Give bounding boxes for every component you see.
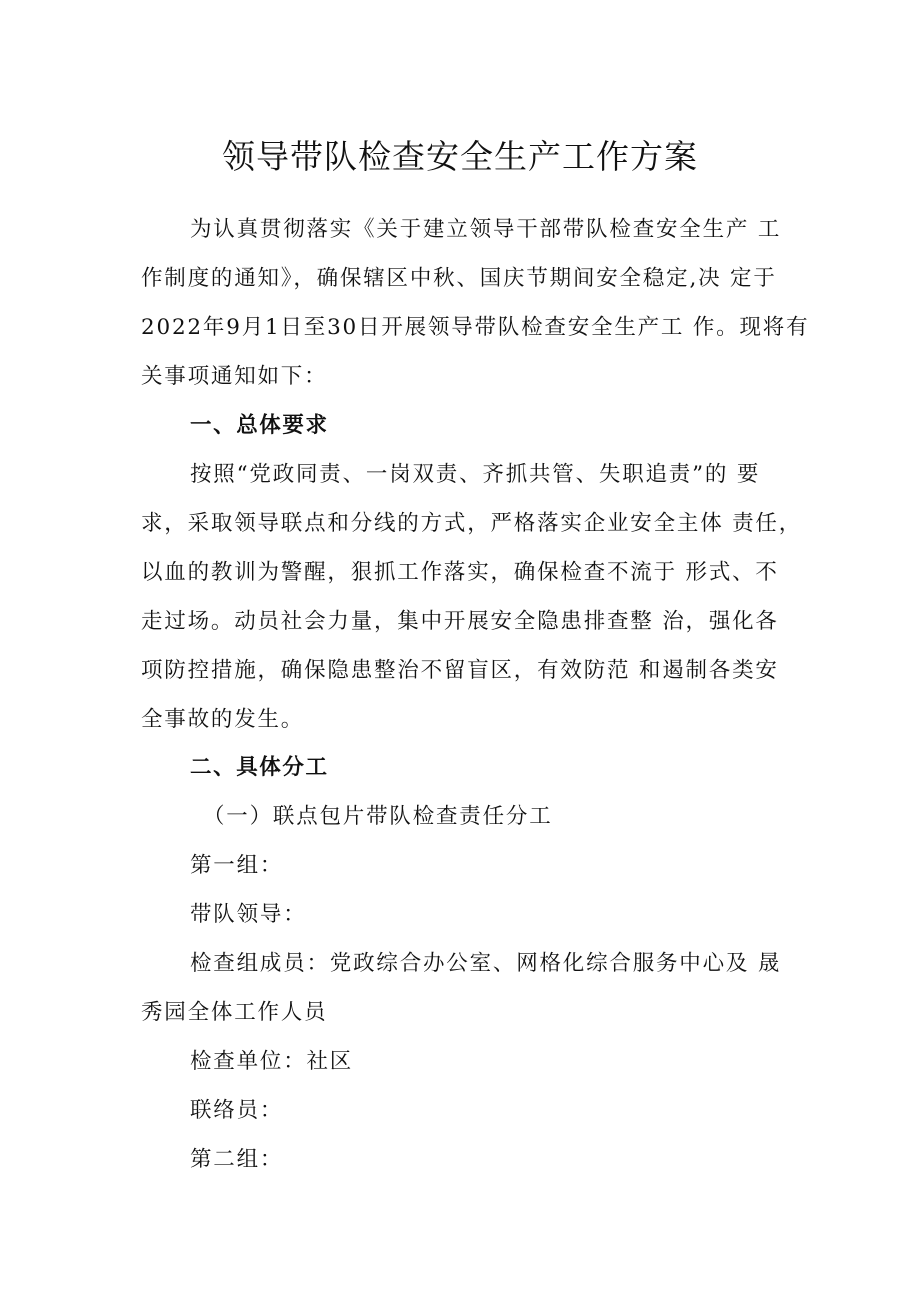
intro-line-1: 为认真贯彻落实《关于建立领导干部带队检查安全生产 工: [190, 217, 782, 242]
group2-label: 第二组：: [190, 1147, 284, 1172]
group1-label: 第一组：: [190, 853, 284, 878]
section2-subheading: （一）联点包片带队检查责任分工: [203, 804, 553, 829]
intro-line-4: 关事项通知如下：: [141, 364, 328, 389]
group1-members-line-1: 检查组成员：党政综合办公室、网格化综合服务中心及 晟: [190, 951, 782, 976]
section1-line-5: 项防控措施，确保隐患整治不留盲区，有效防范 和遏制各类安: [141, 658, 779, 683]
section1-line-4: 走过场。动员社会力量，集中开展安全隐患排查整 治，强化各: [141, 609, 779, 634]
section1-line-6: 全事故的发生。: [141, 707, 305, 732]
group1-unit: 检查单位：社区: [190, 1049, 354, 1074]
section1-heading: 一、总体要求: [190, 413, 329, 438]
section2-heading: 二、具体分工: [190, 755, 329, 780]
intro-line-2: 作制度的通知》，确保辖区中秋、国庆节期间安全稳定,决 定于: [141, 266, 777, 291]
group1-leader: 带队领导：: [190, 902, 307, 927]
group1-liaison: 联络员：: [190, 1098, 284, 1123]
section1-line-3: 以血的教训为警醒，狠抓工作落实，确保检查不流于 形式、不: [141, 560, 779, 585]
intro-line-3: 2022年9月1日至30日开展领导带队检查安全生产工 作。现将有: [141, 315, 810, 340]
group1-members-line-2: 秀园全体工作人员: [141, 1000, 328, 1025]
section1-line-2: 求，采取领导联点和分线的方式，严格落实企业安全主体 责任，: [141, 511, 803, 536]
section1-line-1: 按照“党政同责、一岗双责、齐抓共管、失职追责”的 要: [190, 462, 761, 487]
document-title: 领导带队检查安全生产工作方案: [222, 137, 698, 176]
